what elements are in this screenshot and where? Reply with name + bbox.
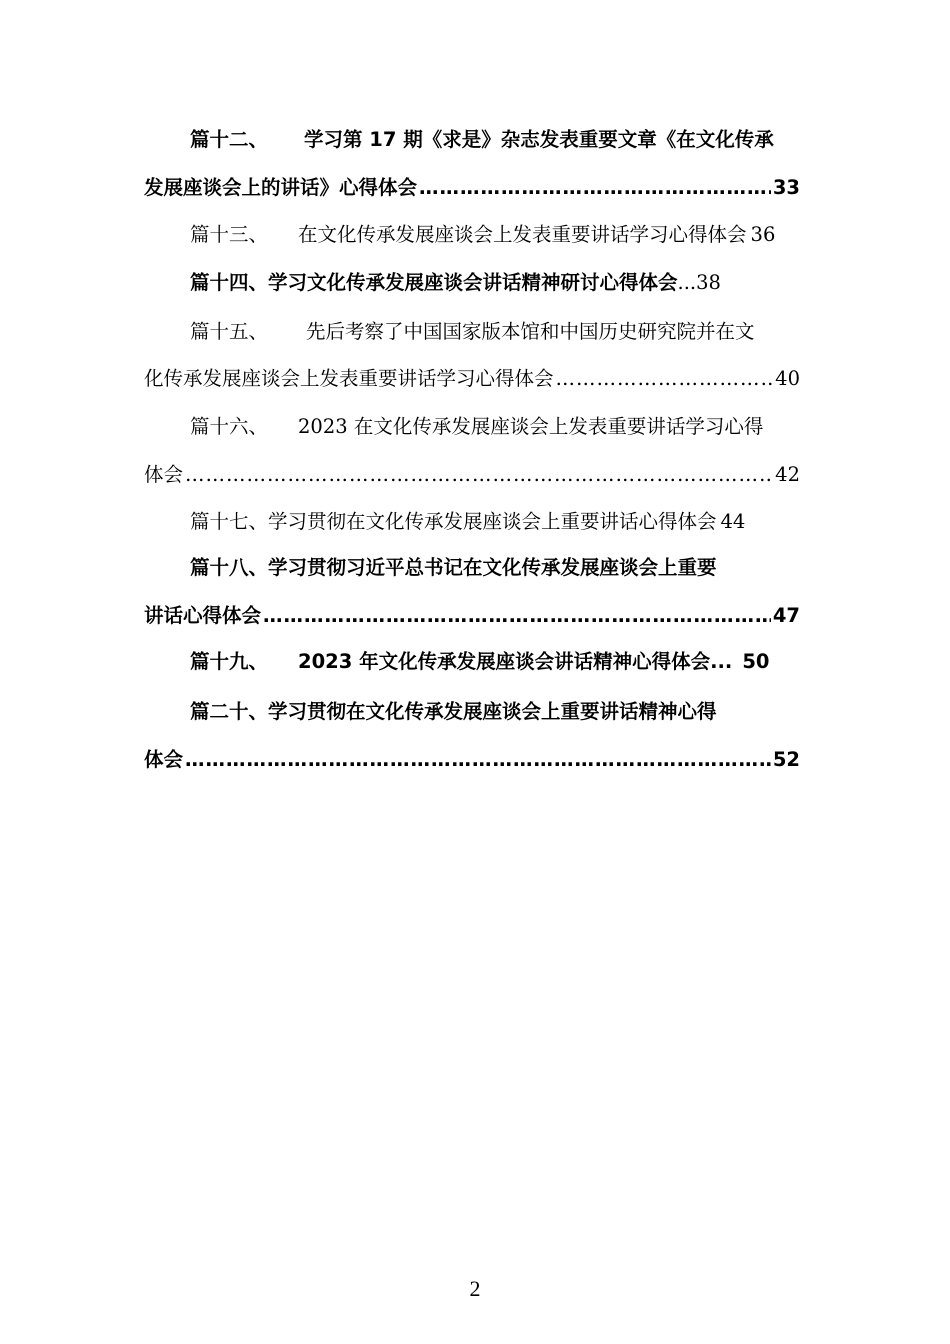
toc-entry-16-label: 篇十六、 xyxy=(190,415,269,438)
toc-entry-20-title-cont: 体会 xyxy=(144,748,184,771)
toc-entry-19-dots: ... xyxy=(710,650,733,673)
toc-entry-16-line2[interactable] xyxy=(144,461,800,489)
toc-entry-17[interactable] xyxy=(190,508,800,536)
toc-entry-13-label: 篇十三、 xyxy=(190,223,269,246)
toc-entry-14-page: 38 xyxy=(696,271,721,294)
toc-entry-19-title: 2023 年文化传承发展座谈会讲话精神心得体会 xyxy=(298,650,711,673)
leader-dots xyxy=(556,365,774,393)
toc-entry-13[interactable] xyxy=(190,221,800,249)
toc-entry-20-line1[interactable] xyxy=(190,698,800,726)
toc-entry-16-title: 2023 在文化传承发展座谈会上发表重要讲话学习心得 xyxy=(298,415,764,438)
toc-entry-15-page: 40 xyxy=(775,367,800,390)
toc-entry-18-line2[interactable] xyxy=(144,602,800,630)
leader-dots xyxy=(419,174,771,202)
leader-dots xyxy=(185,461,773,489)
toc-entry-20-page: 52 xyxy=(772,748,800,771)
toc-entry-18-line1[interactable] xyxy=(190,554,800,582)
toc-entry-19-page: 50 xyxy=(742,650,770,673)
toc-entry-15-title-cont: 化传承发展座谈会上发表重要讲话学习心得体会 xyxy=(144,367,554,390)
toc-entry-12-title: 学习第 17 期《求是》杂志发表重要文章《在文化传承 xyxy=(304,128,774,151)
toc-entry-13-page: 36 xyxy=(750,223,776,246)
toc-entry-18-page: 47 xyxy=(772,604,800,627)
toc-entry-12-label: 篇十二、 xyxy=(190,128,269,151)
toc-entry-15-label: 篇十五、 xyxy=(190,320,269,343)
toc-entry-15-line2[interactable] xyxy=(144,365,800,393)
toc-entry-14-title: 篇十四、学习文化传承发展座谈会讲话精神研讨心得体会 xyxy=(190,271,678,294)
toc-entry-16-line1[interactable] xyxy=(190,413,800,441)
toc-entry-14-dots: ... xyxy=(677,271,697,294)
toc-entry-20-line2[interactable] xyxy=(144,746,800,774)
toc-entry-17-page: 44 xyxy=(720,510,746,533)
toc-entry-18-title-cont: 讲话心得体会 xyxy=(144,604,262,627)
toc-entry-16-title-cont: 体会 xyxy=(144,463,184,486)
toc-entry-12-line2[interactable] xyxy=(144,174,800,202)
page-number: 2 xyxy=(469,1276,481,1301)
toc-entry-17-title: 篇十七、学习贯彻在文化传承发展座谈会上重要讲话心得体会 xyxy=(190,510,717,533)
toc-entry-16-page: 42 xyxy=(775,463,800,486)
toc-entry-15-title: 先后考察了中国国家版本馆和中国历史研究院并在文 xyxy=(306,320,755,343)
toc-entry-12-page: 33 xyxy=(772,176,800,199)
toc-entry-18-title: 篇十八、学习贯彻习近平总书记在文化传承发展座谈会上重要 xyxy=(190,556,717,579)
toc-entry-12-title-cont: 发展座谈会上的讲话》心得体会 xyxy=(144,176,418,199)
toc-entry-12-line1[interactable] xyxy=(190,126,800,154)
toc-entry-13-title: 在文化传承发展座谈会上发表重要讲话学习心得体会 xyxy=(298,223,747,246)
toc-entry-19[interactable] xyxy=(190,648,800,676)
toc-entry-14[interactable] xyxy=(190,269,800,297)
toc-entry-15-line1[interactable] xyxy=(190,318,800,346)
leader-dots xyxy=(263,602,771,630)
toc-entry-20-title: 篇二十、学习贯彻在文化传承发展座谈会上重要讲话精神心得 xyxy=(190,700,717,723)
leader-dots xyxy=(185,746,771,774)
toc-entry-19-label: 篇十九、 xyxy=(190,650,269,673)
